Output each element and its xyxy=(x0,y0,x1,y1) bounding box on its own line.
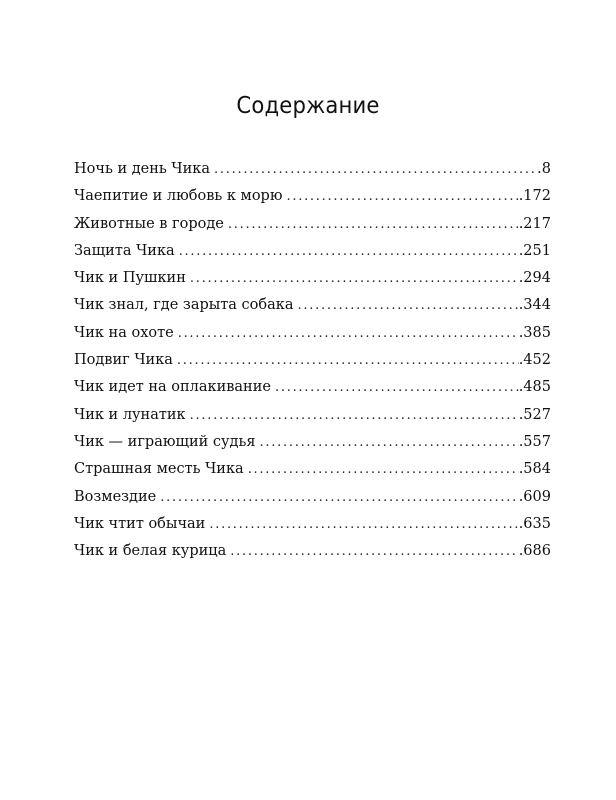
toc-entry-title: Подвиг Чика xyxy=(74,352,173,369)
toc-entry-title: Чик чтит обычаи xyxy=(74,515,206,532)
toc-entry-page: .527 xyxy=(518,406,551,423)
toc-entry-title: Чик на охоте xyxy=(74,324,174,341)
toc-entry-page: .217 xyxy=(518,215,551,232)
toc-entry-page: .609 xyxy=(518,488,551,505)
toc-title: Содержание xyxy=(236,93,380,119)
dot-leader xyxy=(230,538,518,565)
toc-entry xyxy=(74,156,551,183)
toc-entry-page: .557 xyxy=(518,433,551,450)
toc-entry-page: .294 xyxy=(518,270,551,287)
dot-leader xyxy=(286,183,518,210)
toc-entry-page: .485 xyxy=(518,379,551,396)
toc-entry xyxy=(74,456,551,483)
toc-entry-title: Чик идет на оплакивание xyxy=(74,379,271,396)
toc-entry xyxy=(74,374,551,401)
toc-entry-page: .8 xyxy=(537,161,551,177)
toc-entry-page: .584 xyxy=(518,461,551,478)
dot-leader xyxy=(275,374,519,401)
toc-entry-page: .344 xyxy=(518,297,551,314)
toc-entry xyxy=(74,238,551,265)
dot-leader xyxy=(209,511,518,538)
toc-entry-title: Чик и Пушкин xyxy=(74,270,186,287)
toc-entry-page: .385 xyxy=(518,324,551,341)
toc-entry xyxy=(74,292,551,319)
toc-entry xyxy=(74,211,551,238)
toc-entry-title: Животные в городе xyxy=(74,215,224,232)
dot-leader xyxy=(190,402,519,429)
toc-entry xyxy=(74,402,551,429)
dot-leader xyxy=(190,265,519,292)
toc-entry-title: Возмездие xyxy=(74,488,157,505)
dot-leader xyxy=(228,211,519,238)
dot-leader xyxy=(214,156,537,183)
toc-entry-page: .635 xyxy=(518,515,551,532)
toc-entry-title: Чик знал, где зарыта собака xyxy=(74,297,294,314)
toc-entry-page: .172 xyxy=(518,188,551,205)
toc-entry-title: Защита Чика xyxy=(74,242,175,259)
toc-entry-page: .452 xyxy=(518,352,551,369)
dot-leader xyxy=(177,347,519,374)
dot-leader xyxy=(179,238,519,265)
dot-leader xyxy=(178,320,519,347)
toc-entry-page: .251 xyxy=(518,242,551,259)
toc-entry xyxy=(74,429,551,456)
toc-entry-page: .686 xyxy=(518,543,551,560)
toc-entry xyxy=(74,538,551,565)
dot-leader xyxy=(248,456,519,483)
toc-entry-title: Чик — играющий судья xyxy=(74,433,256,450)
dot-leader xyxy=(260,429,519,456)
toc-entry-title: Чаепитие и любовь к морю xyxy=(74,188,283,205)
toc-list xyxy=(74,156,551,565)
toc-entry xyxy=(74,265,551,292)
toc-entry-title: Чик и белая курица xyxy=(74,543,227,560)
toc-entry-title: Страшная месть Чика xyxy=(74,461,244,478)
toc-entry xyxy=(74,511,551,538)
toc-entry xyxy=(74,320,551,347)
toc-entry-title: Ночь и день Чика xyxy=(74,161,210,177)
toc-entry xyxy=(74,183,551,210)
toc-entry-title: Чик и лунатик xyxy=(74,406,186,423)
dot-leader xyxy=(298,292,519,319)
toc-entry xyxy=(74,347,551,374)
toc-entry xyxy=(74,484,551,511)
dot-leader xyxy=(160,484,518,511)
